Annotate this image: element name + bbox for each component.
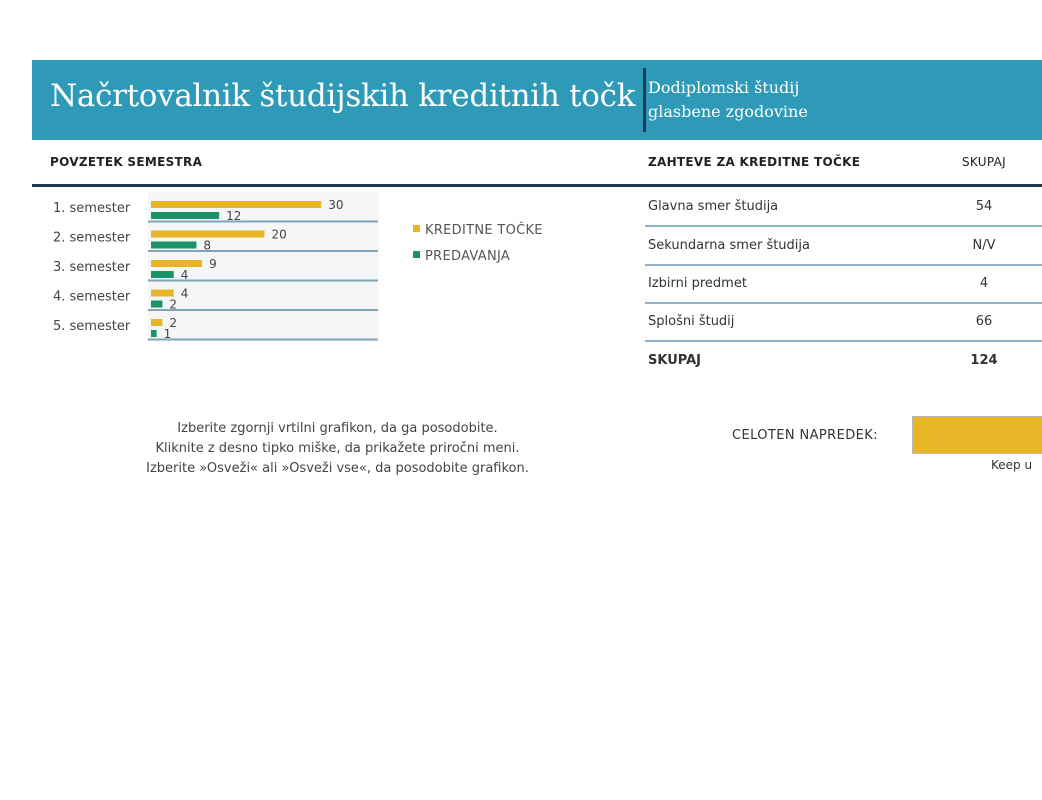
category-label: 3. semester bbox=[53, 260, 131, 275]
requirements-total-label: SKUPAJ bbox=[648, 353, 701, 368]
instruction-line: Kliknite z desno tipko miške, da prikažete priročni meni. bbox=[155, 441, 520, 456]
bar-lectures bbox=[151, 271, 174, 278]
bar-data-label: 2 bbox=[169, 316, 177, 330]
requirement-label: Sekundarna smer študija bbox=[648, 238, 810, 253]
subtitle-line-1: Dodiplomski študij bbox=[648, 78, 800, 97]
instruction-line: Izberite »Osveži« ali »Osveži vse«, da posodobite grafikon. bbox=[146, 461, 529, 476]
bar-data-label: 30 bbox=[328, 198, 344, 212]
bar-data-label: 12 bbox=[226, 209, 242, 223]
category-label: 1. semester bbox=[53, 201, 131, 216]
instruction-line: Izberite zgornji vrtilni grafikon, da ga posodobite. bbox=[177, 421, 498, 436]
bar-data-label: 4 bbox=[180, 286, 189, 301]
legend-credits-swatch bbox=[413, 225, 420, 232]
bar-credits bbox=[151, 290, 174, 297]
overall-progress-fill bbox=[913, 417, 1042, 453]
bar-data-label: 8 bbox=[203, 238, 212, 253]
progress-caption: Keep u bbox=[991, 458, 1033, 472]
header-banner bbox=[32, 60, 1042, 140]
overall-progress-label: CELOTEN NAPREDEK: bbox=[732, 428, 878, 443]
header-divider bbox=[643, 68, 646, 132]
chart-svg bbox=[32, 190, 592, 350]
bar-lectures bbox=[151, 212, 219, 219]
legend-credits bbox=[413, 223, 543, 238]
requirements-heading: ZAHTEVE ZA KREDITNE TOČKE bbox=[648, 155, 861, 169]
category-label: 2. semester bbox=[53, 230, 131, 246]
legend-credits-label: KREDITNE TOČKE bbox=[425, 223, 543, 238]
requirement-label: Glavna smer študija bbox=[648, 199, 779, 214]
legend-lectures-swatch bbox=[413, 251, 420, 258]
bar-credits bbox=[151, 319, 162, 326]
requirement-value: N/V bbox=[972, 238, 996, 253]
bar-lectures bbox=[151, 301, 162, 308]
chart-instructions bbox=[100, 419, 575, 479]
requirement-row[interactable] bbox=[645, 188, 1042, 227]
bar-credits bbox=[151, 201, 321, 208]
requirements-total-value: 124 bbox=[970, 353, 998, 368]
requirement-row[interactable] bbox=[645, 303, 1042, 342]
page-title: Načrtovalnik študijskih kreditnih točk bbox=[50, 78, 636, 114]
bar-lectures bbox=[151, 330, 157, 337]
bar-credits bbox=[151, 231, 265, 238]
header-rule bbox=[32, 184, 1042, 187]
bar-data-label: 9 bbox=[209, 257, 217, 271]
requirement-row[interactable] bbox=[645, 265, 1042, 304]
bar-data-label: 2 bbox=[169, 297, 177, 312]
subtitle-line-2: glasbene zgodovine bbox=[648, 102, 808, 121]
requirement-row[interactable] bbox=[645, 227, 1042, 266]
bar-lectures bbox=[151, 242, 196, 249]
semester-summary-heading: POVZETEK SEMESTRA bbox=[50, 155, 203, 169]
semester-pivot-chart[interactable] bbox=[32, 190, 592, 350]
bar-data-label: 20 bbox=[271, 227, 287, 242]
program-subtitle bbox=[648, 76, 808, 124]
requirements-total-column-heading: SKUPAJ bbox=[962, 155, 1006, 169]
bar-data-label: 1 bbox=[163, 327, 172, 341]
requirement-label: Splošni študij bbox=[648, 314, 735, 329]
overall-progress-bar bbox=[912, 416, 1042, 454]
legend-lectures-label: PREDAVANJA bbox=[425, 249, 511, 264]
category-label: 4. semester bbox=[53, 289, 131, 305]
category-label: 5. semester bbox=[53, 319, 131, 334]
bar-data-label: 4 bbox=[180, 268, 189, 282]
requirement-value: 66 bbox=[975, 314, 993, 329]
requirement-value: 54 bbox=[975, 199, 993, 214]
requirement-value: 4 bbox=[979, 276, 989, 291]
requirements-total-row bbox=[645, 342, 1042, 379]
legend-lectures bbox=[413, 249, 510, 264]
bar-credits bbox=[151, 260, 202, 267]
requirement-label: Izbirni predmet bbox=[648, 276, 747, 291]
